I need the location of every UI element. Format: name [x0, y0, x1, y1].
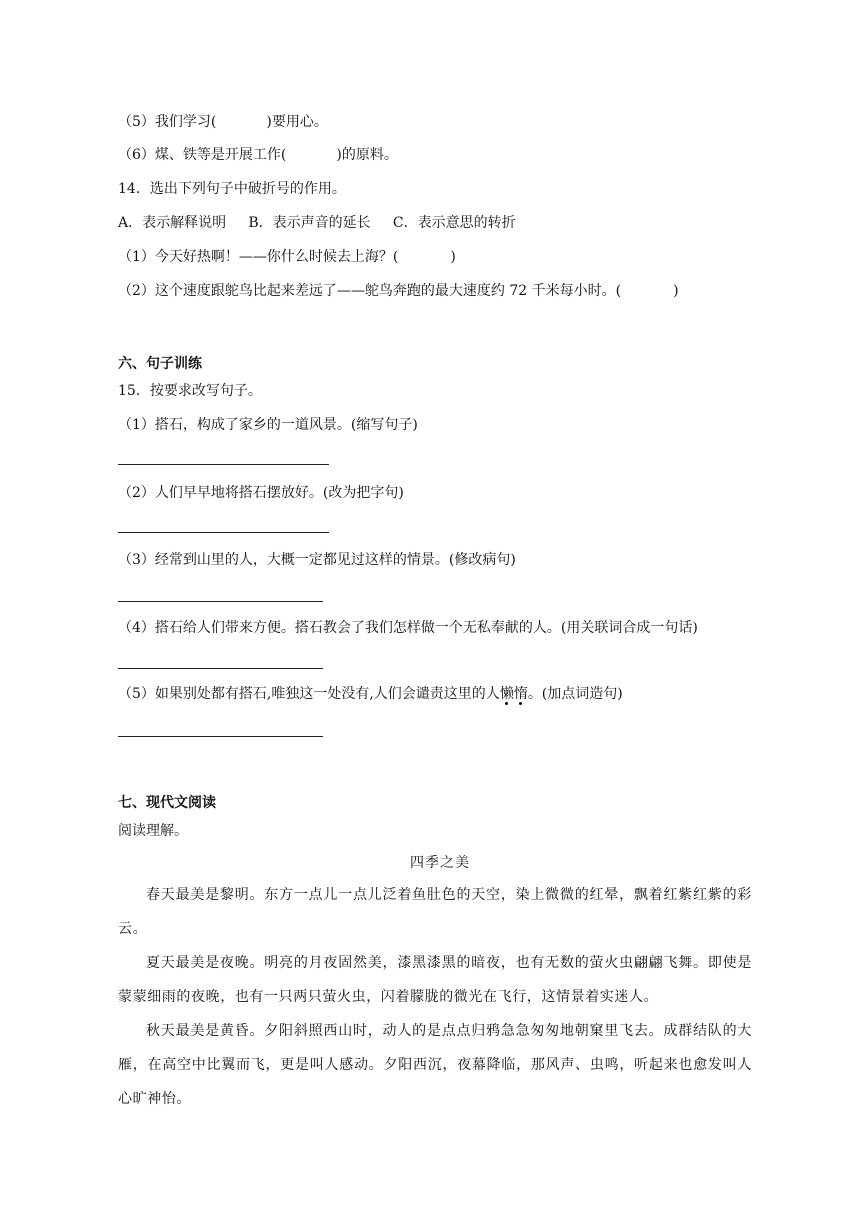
q15-item-3: （3）经常到山里的人，大概一定都见过这样的情景。(修改病句) [118, 552, 516, 568]
q14-item-2-text: （2）这个速度跟鸵鸟比起来差远了——鸵鸟奔跑的最大速度约 72 千米每小时。( [118, 283, 622, 299]
answer-line[interactable] [118, 464, 329, 465]
reading-intro: 阅读理解。 [118, 823, 188, 839]
q13-item-5 [118, 112, 328, 132]
dotted-char: 懒 [499, 686, 514, 702]
q15-stem: 15．按要求改写句子。 [118, 383, 262, 399]
answer-line[interactable] [118, 736, 323, 737]
q14-item-1 [118, 247, 456, 267]
passage-paragraph-2: 夏天最美是夜晚。明亮的月夜固然美，漆黑漆黑的暗夜，也有无数的萤火虫翩翩飞舞。即使是蒙蒙细雨的夜晚，也有一只两只萤火虫，闪着朦胧的微光在飞行，这情景着实迷人。 [118, 955, 752, 1005]
q14-stem: 14．选出下列句子中破折号的作用。 [118, 181, 346, 197]
q13-item-6 [118, 145, 398, 165]
passage-title: 四季之美 [410, 855, 470, 871]
q13-item-6-text: （6）煤、铁等是开展工作( [118, 147, 287, 163]
q13-item-6-tail: )的原料。 [336, 147, 398, 163]
q15-item-4: （4）搭石给人们带来方便。搭石教会了我们怎样做一个无私奉献的人。(用关联词合成一句话) [118, 620, 698, 636]
q15-item-5-tail: 。(加点词造句) [527, 686, 623, 702]
q13-item-5-text: （5）我们学习( [118, 114, 217, 130]
q15-item-2: （2）人们早早地将搭石摆放好。(改为把字句) [118, 485, 404, 501]
answer-line[interactable] [118, 532, 329, 533]
answer-line[interactable] [118, 668, 323, 669]
passage-paragraph-3: 秋天最美是黄昏。夕阳斜照西山时，动人的是点点归鸦急急匆匆地朝窠里飞去。成群结队的大雁，在高空中比翼而飞，更是叫人感动。夕阳西沉，夜幕降临，那风声、虫鸣，听起来也愈发叫人心旷神怡。 [118, 1023, 752, 1107]
section-7-heading: 七、现代文阅读 [118, 795, 216, 811]
passage-paragraph-1: 春天最美是黎明。东方一点儿一点儿泛着鱼肚色的天空，染上微微的红晕，飘着红紫红紫的彩云。 [118, 887, 752, 937]
q15-item-5-text: （5）如果别处都有搭石,唯独这一处没有,人们会谴责这里的人 [118, 686, 500, 702]
dotted-char: 惰 [513, 686, 528, 702]
q13-item-5-tail: )要用心。 [266, 114, 328, 130]
q15-item-5 [118, 684, 623, 704]
section-6-heading: 六、句子训练 [118, 356, 202, 372]
q14-options: A．表示解释说明 B．表示声音的延长 C．表示意思的转折 [118, 215, 516, 231]
q14-item-2-tail: ) [673, 283, 679, 299]
q15-item-1: （1）搭石，构成了家乡的一道风景。(缩写句子) [118, 417, 418, 433]
q14-item-1-tail: ) [450, 249, 456, 265]
answer-line[interactable] [118, 601, 323, 602]
q14-item-1-text: （1）今天好热啊！——你什么时候去上海？( [118, 249, 399, 265]
q14-item-2 [118, 281, 679, 301]
